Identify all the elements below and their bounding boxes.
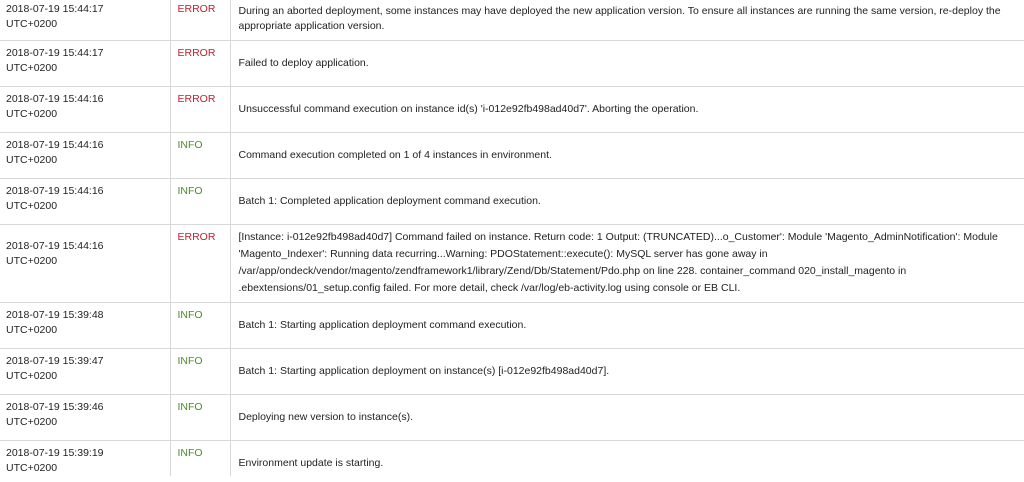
event-message: Failed to deploy application. — [230, 40, 1024, 86]
event-message: [Instance: i-012e92fb498ad40d7] Command failed on instance. Return code: 1 Output: (TRUNCATED)...o_Customer': Module 'Magento_AdminNotification': Module 'Magento_Indexer': Running data recurring...Warning: PDOStatement::execute(): MySQL server has gone away in /var/app/ondeck/vendor/magento/zendframework1/library/Zend/Db/Statement/Pdo.php on line 228. container_command 020_install_magento in .ebextensions/01_setup.config failed. For more detail, check /var/log/eb-activity.log using console or EB CLI. — [230, 224, 1024, 302]
event-type: INFO — [170, 178, 230, 224]
event-time-cell — [0, 394, 170, 440]
event-time: 2018-07-19 15:44:16 — [6, 138, 104, 151]
event-message: Batch 1: Completed application deployment command execution. — [230, 178, 1024, 224]
table-row — [0, 0, 1024, 40]
event-time-cell — [0, 86, 170, 132]
event-type: INFO — [170, 348, 230, 394]
event-type: INFO — [170, 302, 230, 348]
event-time-cell — [0, 132, 170, 178]
event-time: 2018-07-19 15:44:17 — [6, 46, 104, 59]
event-time: 2018-07-19 15:44:16 — [6, 92, 104, 105]
event-timezone: UTC+0200 — [6, 107, 58, 120]
event-timezone: UTC+0200 — [6, 369, 58, 382]
event-time: 2018-07-19 15:44:16 — [6, 239, 104, 252]
event-timezone: UTC+0200 — [6, 323, 58, 336]
event-time-cell — [0, 348, 170, 394]
event-time-cell — [0, 40, 170, 86]
event-message: Unsuccessful command execution on instance id(s) 'i-012e92fb498ad40d7'. Aborting the operation. — [230, 86, 1024, 132]
table-row — [0, 86, 1024, 132]
event-timezone: UTC+0200 — [6, 18, 58, 30]
event-time: 2018-07-19 15:44:17 — [6, 3, 104, 15]
event-type: ERROR — [170, 40, 230, 86]
table-row — [0, 224, 1024, 302]
event-type: ERROR — [170, 0, 230, 40]
event-type: INFO — [170, 132, 230, 178]
event-timezone: UTC+0200 — [6, 153, 58, 166]
event-time-cell — [0, 440, 170, 476]
event-message: Environment update is starting. — [230, 440, 1024, 476]
event-message: Batch 1: Starting application deployment on instance(s) [i-012e92fb498ad40d7]. — [230, 348, 1024, 394]
table-row — [0, 178, 1024, 224]
event-time: 2018-07-19 15:39:46 — [6, 400, 104, 413]
event-time: 2018-07-19 15:39:48 — [6, 308, 104, 321]
table-row — [0, 132, 1024, 178]
event-type: ERROR — [170, 224, 230, 302]
event-timezone: UTC+0200 — [6, 415, 58, 428]
event-time: 2018-07-19 15:44:16 — [6, 184, 104, 197]
event-time: 2018-07-19 15:39:19 — [6, 446, 104, 459]
event-timezone: UTC+0200 — [6, 61, 58, 74]
event-timezone: UTC+0200 — [6, 461, 58, 474]
event-time-cell — [0, 178, 170, 224]
table-row — [0, 348, 1024, 394]
event-message: Command execution completed on 1 of 4 instances in environment. — [230, 132, 1024, 178]
event-time-cell — [0, 0, 170, 40]
event-time-cell — [0, 302, 170, 348]
event-type: INFO — [170, 440, 230, 476]
table-row — [0, 302, 1024, 348]
event-type: ERROR — [170, 86, 230, 132]
table-row — [0, 40, 1024, 86]
event-message: During an aborted deployment, some instances may have deployed the new application version. To ensure all instances are running the same version, re-deploy the appropriate application version. — [238, 5, 1001, 32]
table-row — [0, 440, 1024, 476]
event-message: Deploying new version to instance(s). — [230, 394, 1024, 440]
event-time-cell — [0, 224, 170, 302]
event-timezone: UTC+0200 — [6, 254, 58, 267]
event-type: INFO — [170, 394, 230, 440]
event-timezone: UTC+0200 — [6, 199, 58, 212]
event-message: Batch 1: Starting application deployment command execution. — [230, 302, 1024, 348]
table-row — [0, 394, 1024, 440]
event-time: 2018-07-19 15:39:47 — [6, 354, 104, 367]
